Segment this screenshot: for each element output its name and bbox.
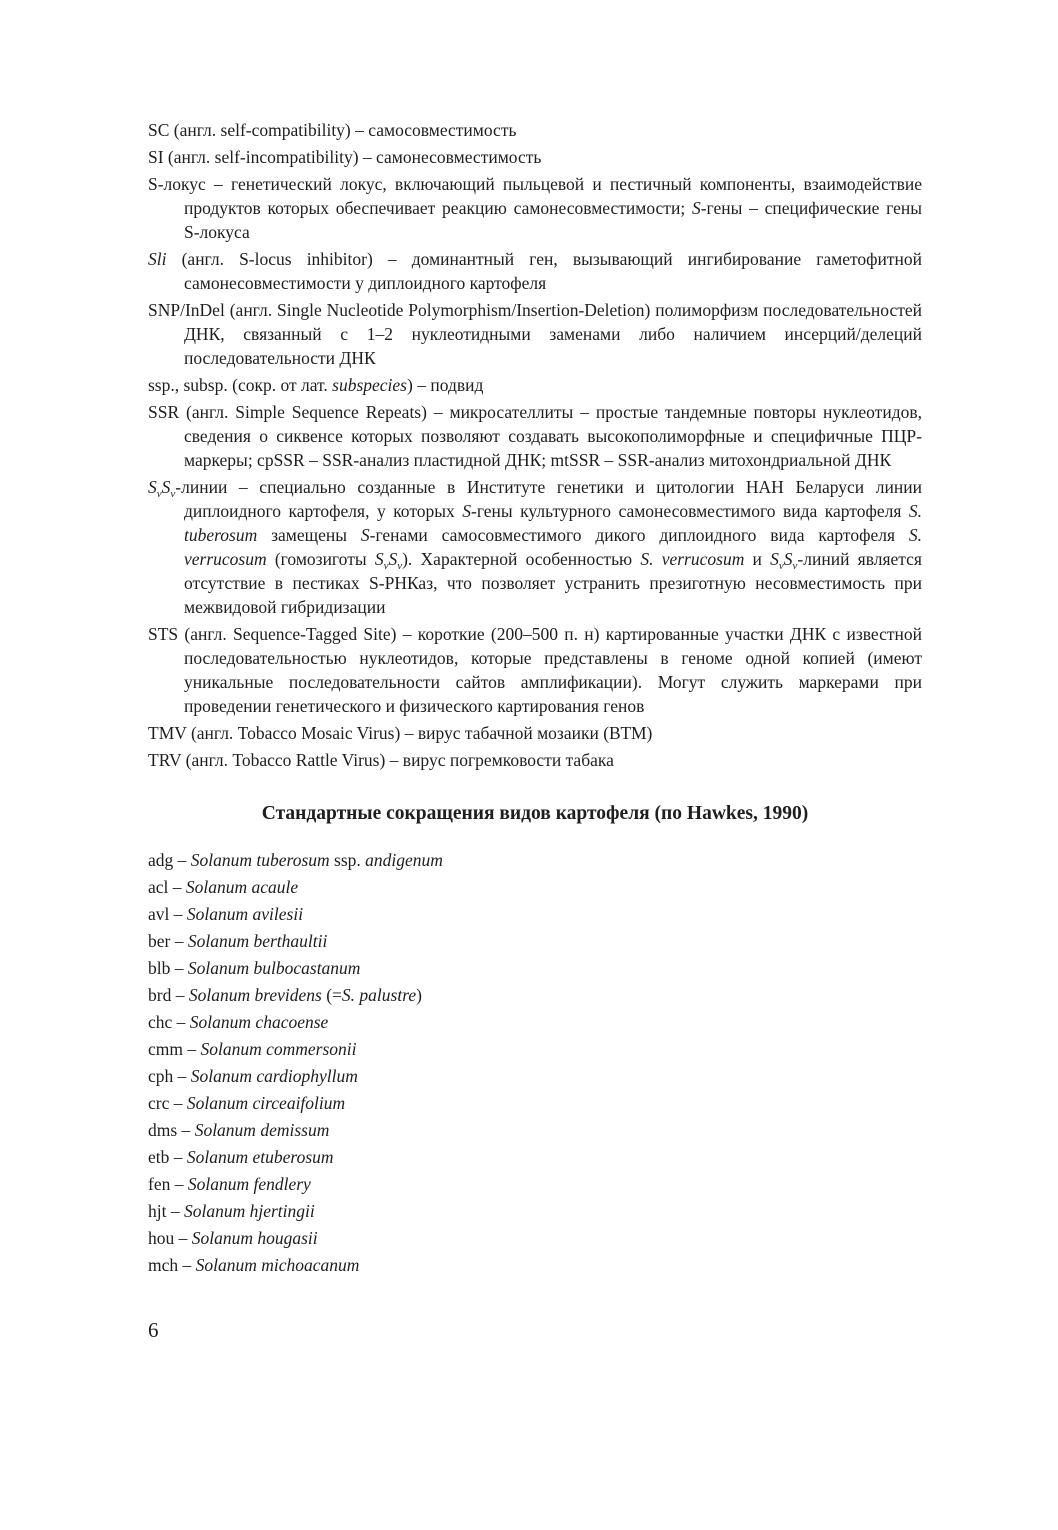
entry-text: и bbox=[744, 549, 771, 569]
italic-text: Solanum brevidens bbox=[188, 985, 322, 1005]
entry-text: ). Характерной особенностью bbox=[402, 549, 641, 569]
italic-text: S. verrucosum bbox=[184, 525, 922, 569]
italic-text: Solanum tuberosum bbox=[190, 850, 330, 870]
species-abbreviation-list bbox=[148, 848, 922, 1277]
subscript-text: v bbox=[156, 488, 162, 500]
species-entry bbox=[148, 875, 922, 899]
entry-text: cmm – bbox=[148, 1039, 201, 1059]
subscript-text: v bbox=[170, 488, 176, 500]
subscript-text: v bbox=[397, 560, 403, 572]
italic-text: Solanum hjertingii bbox=[183, 1201, 315, 1221]
italic-text: S bbox=[360, 525, 370, 545]
entry-text: dms – bbox=[148, 1120, 195, 1140]
subscript-text: v bbox=[778, 560, 784, 572]
italic-text: S bbox=[388, 549, 398, 569]
italic-text: subspecies bbox=[332, 375, 407, 395]
species-entry bbox=[148, 1172, 922, 1196]
italic-text: Solanum avilesii bbox=[186, 904, 304, 924]
subscript-text: v bbox=[792, 560, 798, 572]
species-entry bbox=[148, 1091, 922, 1115]
italic-text: Solanum demissum bbox=[194, 1120, 330, 1140]
entry-text: avl – bbox=[148, 904, 187, 924]
entry-text: ssp. bbox=[329, 850, 366, 870]
italic-text: S bbox=[148, 477, 157, 497]
italic-text: S bbox=[462, 501, 472, 521]
italic-text: Solanum chacoense bbox=[189, 1012, 329, 1032]
entry-text: -линий является отсутствие в пестиках S-РНКаз, что позволяет устранить презиготную несовместимость при межвидовой гибридизации bbox=[184, 549, 922, 617]
italic-text: Solanum fendlery bbox=[187, 1174, 311, 1194]
glossary-entry bbox=[148, 622, 922, 718]
species-entry bbox=[148, 1010, 922, 1034]
italic-text: S bbox=[161, 477, 171, 497]
italic-text: Solanum circeaifolium bbox=[186, 1093, 346, 1113]
species-entry bbox=[148, 1037, 922, 1061]
entry-text: -гены культурного самонесовместимого вида картофеля bbox=[471, 501, 909, 521]
entry-text: SI (англ. self-incompatibility) – самонесовместимость bbox=[148, 147, 542, 167]
species-entry bbox=[148, 1118, 922, 1142]
entry-text: TRV (англ. Tobacco Rattle Virus) – вирус погремковости табака bbox=[148, 750, 614, 770]
glossary-entry bbox=[148, 475, 922, 619]
italic-text: andigenum bbox=[365, 850, 443, 870]
entry-text: chc – bbox=[148, 1012, 190, 1032]
entry-text: (= bbox=[321, 985, 342, 1005]
italic-text: Solanum michoacanum bbox=[195, 1255, 360, 1275]
entry-text: fen – bbox=[148, 1174, 188, 1194]
species-entry bbox=[148, 956, 922, 980]
italic-text: S. palustre bbox=[341, 985, 417, 1005]
italic-text: S. tuberosum bbox=[184, 501, 922, 545]
species-entry bbox=[148, 1199, 922, 1223]
italic-text: S bbox=[374, 549, 384, 569]
species-entry bbox=[148, 1253, 922, 1277]
page-number: 6 bbox=[148, 1318, 159, 1342]
entry-text: adg – bbox=[148, 850, 191, 870]
glossary-entry bbox=[148, 400, 922, 472]
species-entry bbox=[148, 983, 922, 1007]
italic-text: Solanum etuberosum bbox=[186, 1147, 334, 1167]
entry-text: SNP/InDel (англ. Single Nucleotide Polymorphism/Insertion-Deletion) полиморфизм последовательностей ДНК, связанный с 1–2 нуклеотидными заменами либо наличием инсерций/делеций последовательности ДНК bbox=[148, 300, 922, 368]
glossary-entry bbox=[148, 298, 922, 370]
entry-text: -гены – специфические гены S-локуса bbox=[184, 198, 922, 242]
species-entry bbox=[148, 902, 922, 926]
species-entry bbox=[148, 1064, 922, 1088]
species-entry bbox=[148, 1145, 922, 1169]
italic-text: Solanum cardiophyllum bbox=[190, 1066, 358, 1086]
italic-text: Solanum bulbocastanum bbox=[187, 958, 361, 978]
italic-text: Sli bbox=[148, 249, 167, 269]
entry-text: mch – bbox=[148, 1255, 196, 1275]
italic-text: Solanum berthaultii bbox=[187, 931, 328, 951]
species-entry bbox=[148, 929, 922, 953]
section-heading: Стандартные сокращения видов картофеля (по Hawkes, 1990) bbox=[261, 803, 809, 824]
entry-text: acl – bbox=[148, 877, 186, 897]
entry-text: SC (англ. self-compatibility) – самосовместимость bbox=[148, 120, 517, 140]
italic-text: Solanum commersonii bbox=[200, 1039, 357, 1059]
species-entry bbox=[148, 1226, 922, 1250]
entry-text: brd – bbox=[148, 985, 189, 1005]
entry-text: -линии – специально созданные в Институте генетики и цитологии НАН Беларуси линии диплоидного картофеля, у которых bbox=[175, 477, 922, 521]
page-content bbox=[148, 118, 922, 1280]
entry-text: STS (англ. Sequence-Tagged Site) – короткие (200–500 п. н) картированные участки ДНК с известной последовательностью нуклеотидов, которые представлены в геноме одной копией (имеют уникальные последовательности сайтов амплификации). Могут служить маркерами при проведении генетического и физического картирования генов bbox=[148, 624, 922, 716]
glossary-entry bbox=[148, 172, 922, 244]
entry-text: hjt – bbox=[148, 1201, 184, 1221]
entry-text: ) – подвид bbox=[407, 375, 484, 395]
subscript-text: v bbox=[383, 560, 389, 572]
italic-text: S bbox=[691, 198, 701, 218]
entry-text: замещены bbox=[257, 525, 361, 545]
entry-text: ber – bbox=[148, 931, 188, 951]
entry-text: ssp., subsp. (сокр. от лат. bbox=[148, 375, 333, 395]
entry-text: blb – bbox=[148, 958, 188, 978]
entry-text: hou – bbox=[148, 1228, 192, 1248]
species-entry bbox=[148, 848, 922, 872]
glossary-entry bbox=[148, 373, 922, 397]
glossary-entry bbox=[148, 247, 922, 295]
entry-text: cph – bbox=[148, 1066, 191, 1086]
italic-text: S. verrucosum bbox=[640, 549, 745, 569]
entry-text: S-локус – генетический локус, включающий пыльцевой и пестичный компоненты, взаимодействие продуктов которых обеспечивает реакцию самонесовместимости; bbox=[148, 174, 922, 218]
italic-text: S bbox=[783, 549, 793, 569]
glossary-entry bbox=[148, 145, 922, 169]
entry-text: SSR (англ. Simple Sequence Repeats) – микросателлиты – простые тандемные повторы нуклеотидов, сведения о сиквенсе которых позволяют создавать высокополиморфные и специфичные ПЦР-маркеры; cpSSR – SSR-анализ пластидной ДНК; mtSSR – SSR-анализ митохондриальной ДНК bbox=[148, 402, 922, 470]
entry-text: (гомозиготы bbox=[266, 549, 375, 569]
entry-text: crc – bbox=[148, 1093, 187, 1113]
glossary-entry bbox=[148, 748, 922, 772]
italic-text: Solanum hougasii bbox=[191, 1228, 318, 1248]
italic-text: S bbox=[770, 549, 779, 569]
entry-text: ) bbox=[416, 985, 422, 1005]
entry-text: (англ. S-locus inhibitor) – доминантный ген, вызывающий ингибирование гаметофитной самонесовместимости у диплоидного картофеля bbox=[166, 249, 922, 293]
italic-text: Solanum acaule bbox=[185, 877, 299, 897]
abbreviation-glossary bbox=[148, 118, 922, 772]
entry-text: -генами самосовместимого дикого диплоидного вида картофеля bbox=[369, 525, 909, 545]
entry-text: TMV (англ. Tobacco Mosaic Virus) – вирус табачной мозаики (ВТМ) bbox=[148, 723, 653, 743]
entry-text: etb – bbox=[148, 1147, 187, 1167]
glossary-entry bbox=[148, 721, 922, 745]
glossary-entry bbox=[148, 118, 922, 142]
